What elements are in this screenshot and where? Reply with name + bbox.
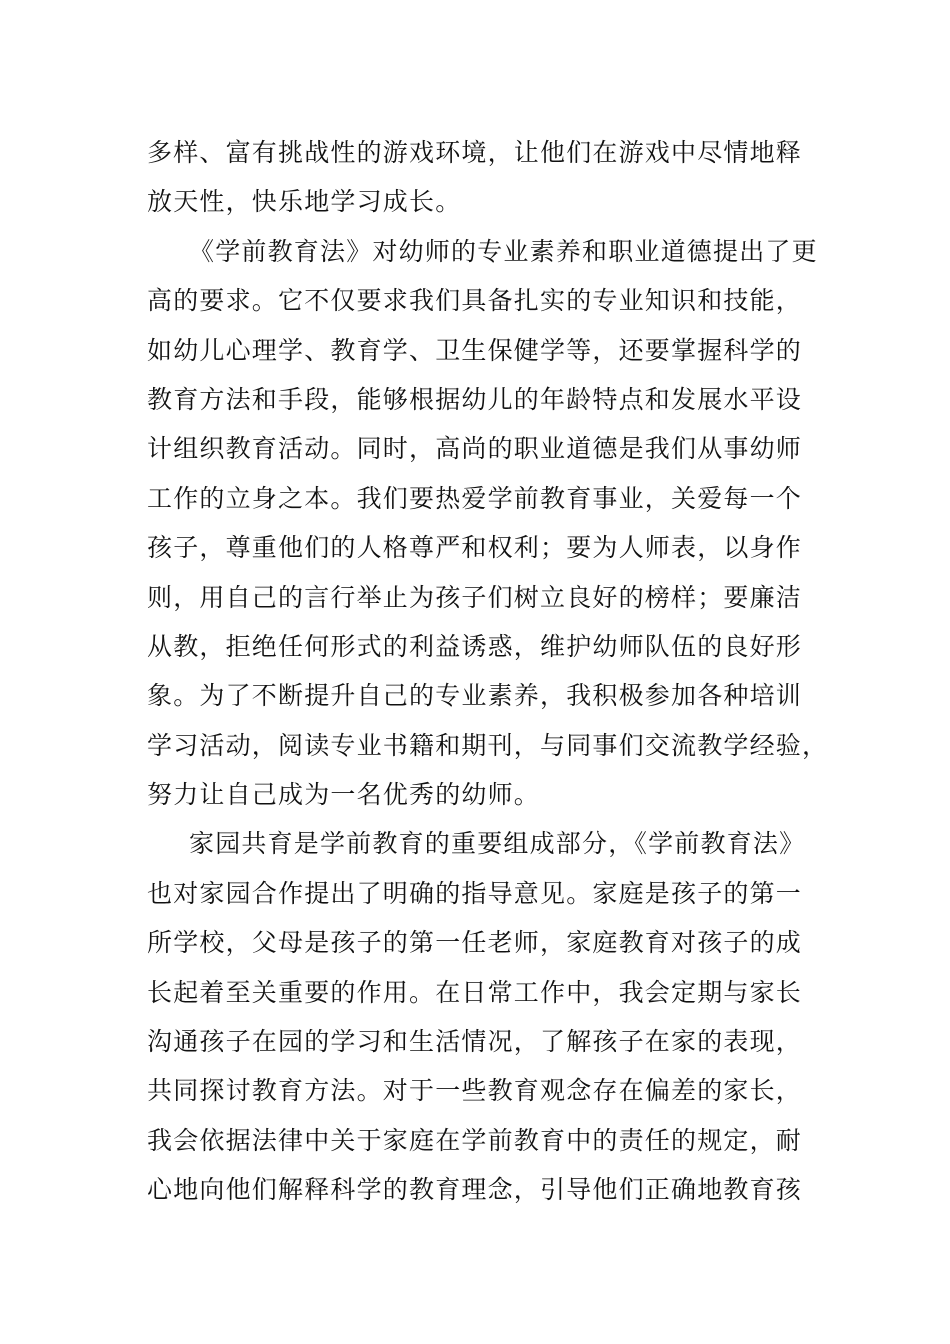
paragraph-first-line: 《学前教育法》对幼师的专业素养和职业道德提出了更 xyxy=(189,236,818,266)
text-line: 努力让自己成为一名优秀的幼师。 xyxy=(147,780,541,810)
text-line: 象。为了不断提升自己的专业素养，我积极参加各种培训 xyxy=(147,681,803,711)
text-line: 也对家园合作提出了明确的指导意见。家庭是孩子的第一 xyxy=(147,878,803,908)
text-line: 共同探讨教育方法。对于一些教育观念存在偏差的家长， xyxy=(147,1076,803,1106)
text-line: 从教，拒绝任何形式的利益诱惑，维护幼师队伍的良好形 xyxy=(147,631,803,661)
text-line: 长起着至关重要的作用。在日常工作中，我会定期与家长 xyxy=(147,977,803,1007)
text-line: 高的要求。它不仅要求我们具备扎实的专业知识和技能， xyxy=(147,286,803,316)
text-line: 如幼儿心理学、教育学、卫生保健学等，还要掌握科学的 xyxy=(147,335,803,365)
text-line: 放天性，快乐地学习成长。 xyxy=(147,187,462,217)
text-line: 所学校，父母是孩子的第一任老师，家庭教育对孩子的成 xyxy=(147,928,803,958)
document-body xyxy=(147,128,829,1215)
text-line: 沟通孩子在园的学习和生活情况，了解孩子在家的表现， xyxy=(147,1027,803,1057)
text-line: 工作的立身之本。我们要热爱学前教育事业，关爱每一个 xyxy=(147,483,803,513)
text-line: 教育方法和手段，能够根据幼儿的年龄特点和发展水平设 xyxy=(147,384,803,414)
text-line: 我会依据法律中关于家庭在学前教育中的责任的规定，耐 xyxy=(147,1125,803,1155)
text-line: 计组织教育活动。同时，高尚的职业道德是我们从事幼师 xyxy=(147,434,803,464)
text-line: 多样、富有挑战性的游戏环境，让他们在游戏中尽情地释 xyxy=(147,138,803,167)
paragraph-first-line: 家园共育是学前教育的重要组成部分，《学前教育法》 xyxy=(189,829,806,859)
text-line: 则，用自己的言行举止为孩子们树立良好的榜样；要廉洁 xyxy=(147,582,803,612)
text-line: 学习活动，阅读专业书籍和期刊，与同事们交流教学经验， xyxy=(147,730,829,760)
text-line: 心地向他们解释科学的教育理念，引导他们正确地教育孩 xyxy=(147,1175,803,1205)
text-line: 孩子，尊重他们的人格尊严和权利；要为人师表，以身作 xyxy=(147,533,803,563)
